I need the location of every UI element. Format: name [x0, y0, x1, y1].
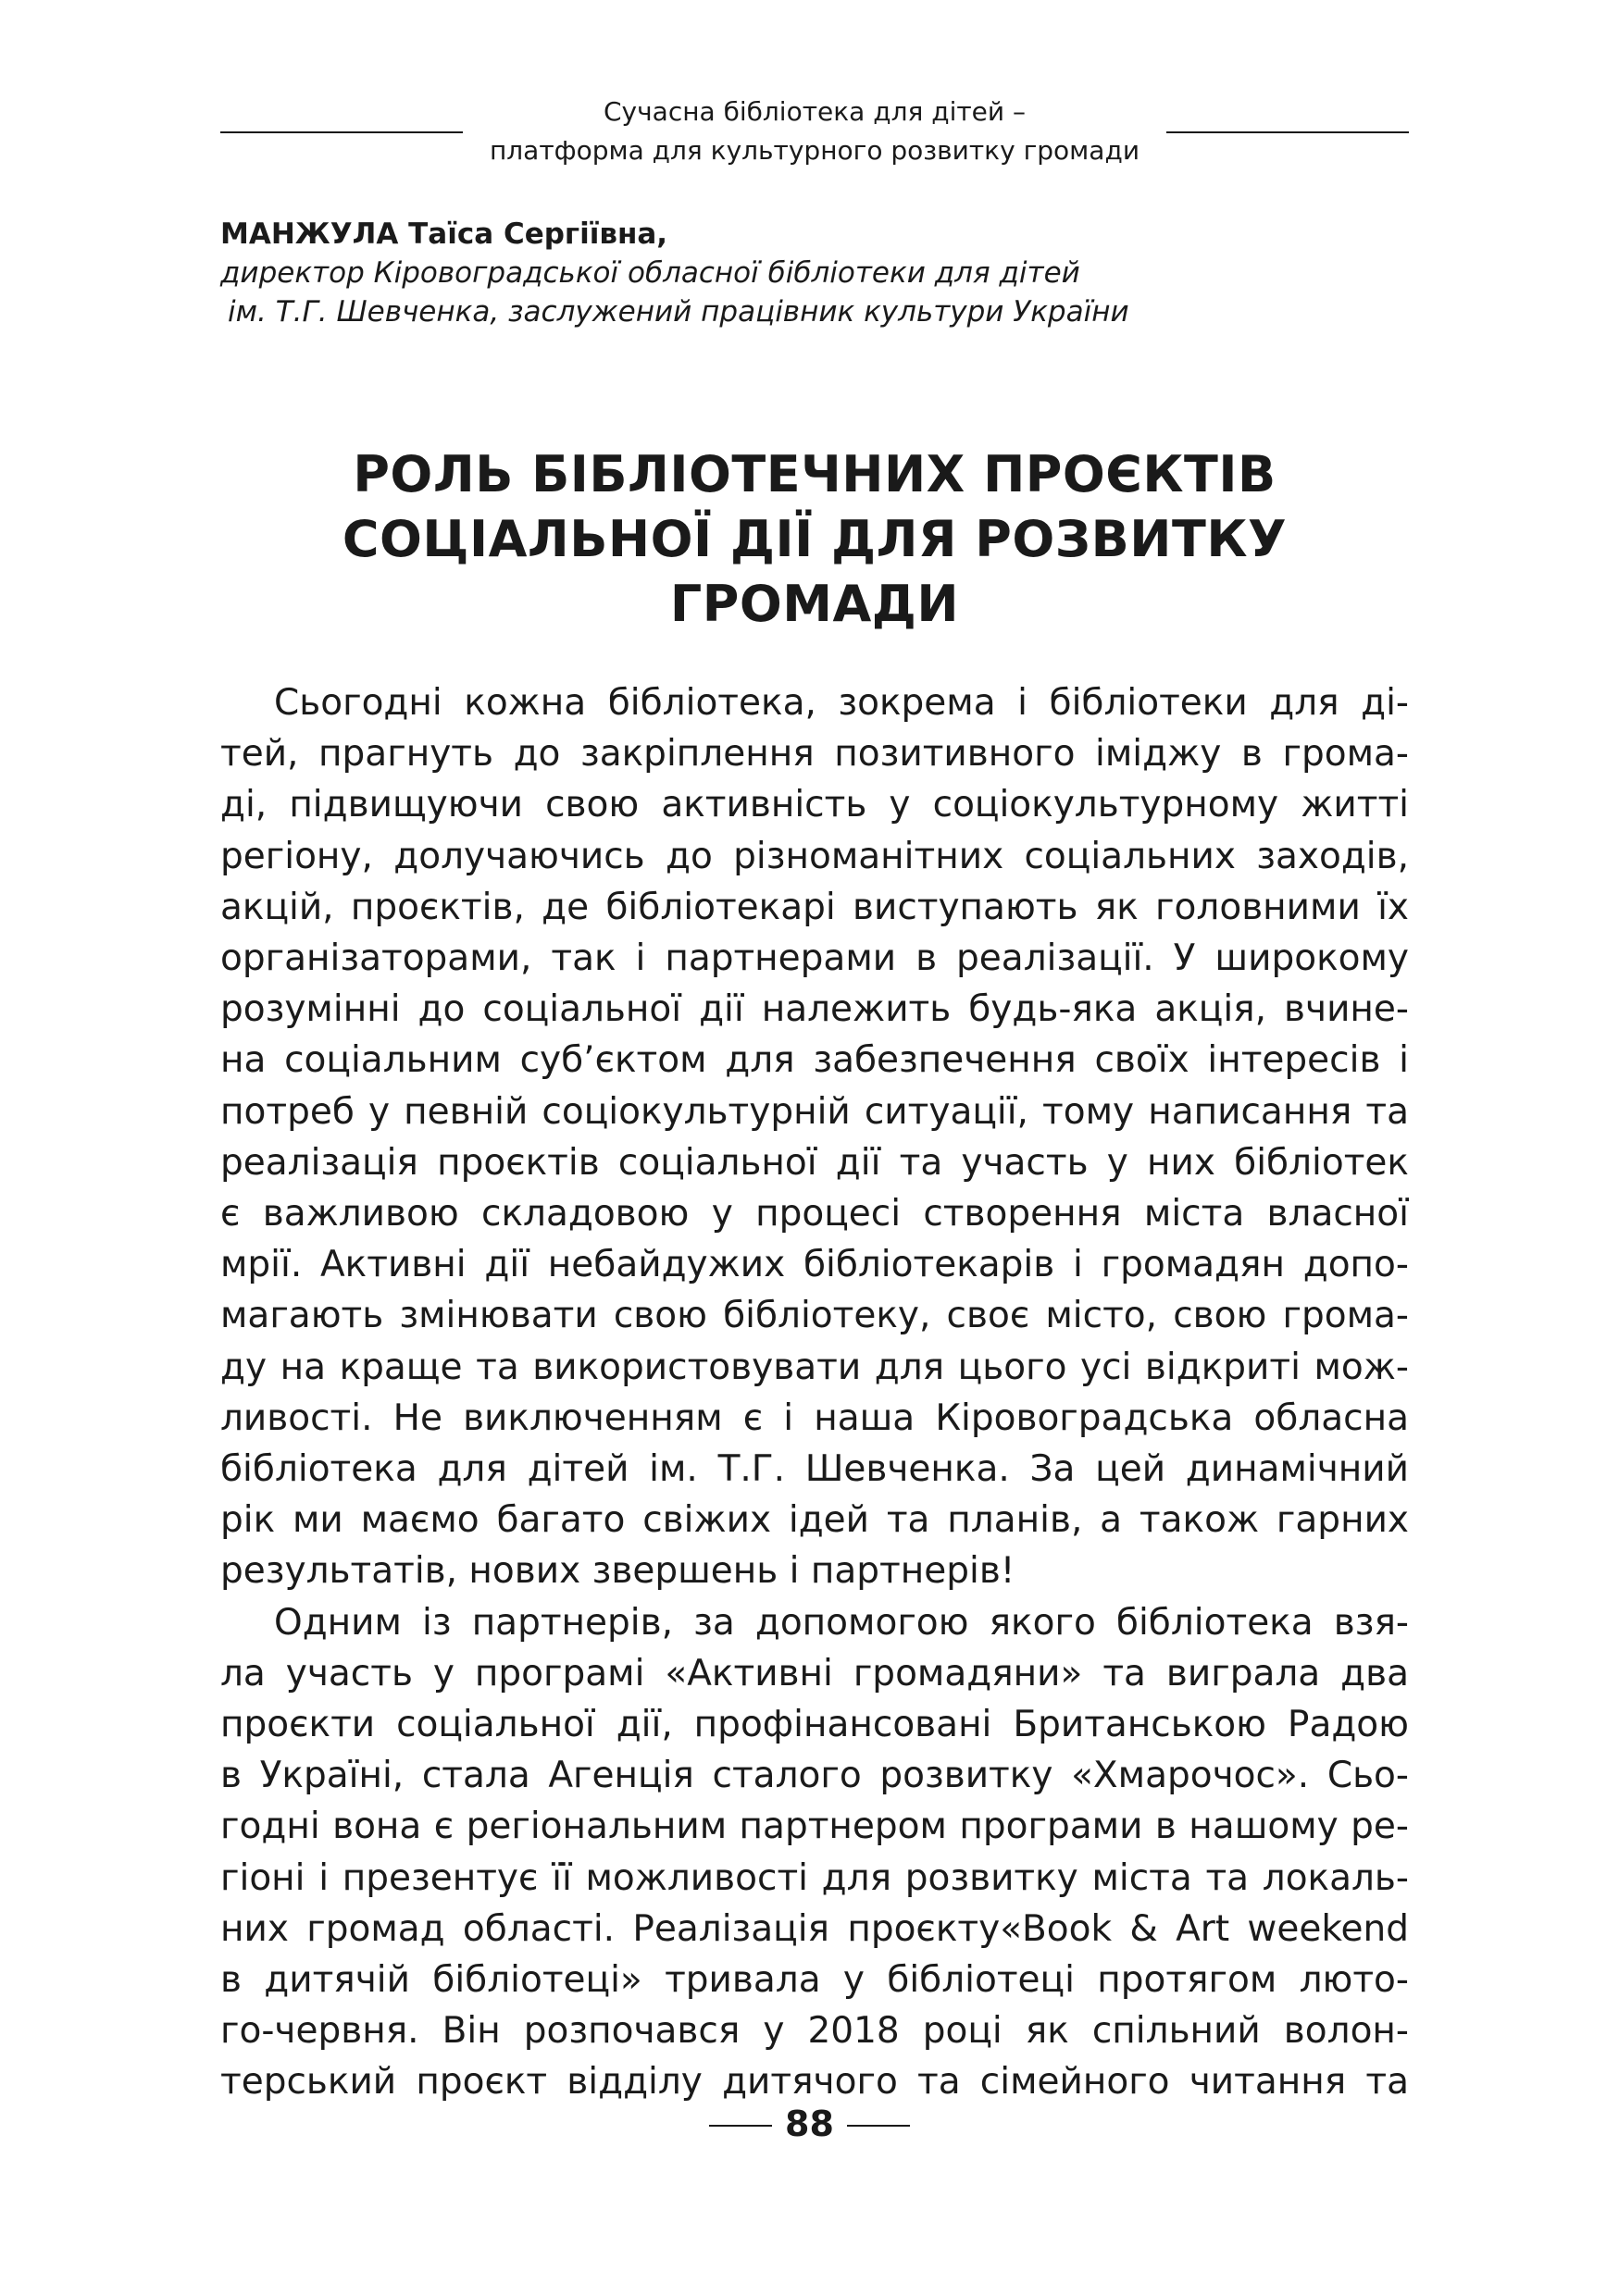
body-line: годні вона є регіональним партнером програми в нашому ре-	[220, 1806, 1409, 1848]
header-rule-right	[1166, 131, 1409, 133]
body-line: ла участь у програмі «Активні громадяни» та виграла два	[220, 1652, 1409, 1694]
author-role-line-1: директор Кіровоградської обласної бібліотеки для дітей	[220, 256, 1080, 290]
running-header-text	[463, 93, 1166, 170]
body-line: в дитячій бібліотеці» тривала у бібліотеці протягом люто-	[220, 1959, 1409, 2002]
body-line: ду на краще та використовувати для цього усі відкриті мож-	[220, 1346, 1409, 1388]
body-line: є важливою складовою у процесі створення міста власної	[220, 1193, 1409, 1235]
body-line: них громад області. Реалізація проєкту«Book & Art weekend	[220, 1907, 1409, 1950]
body-line: розумінні до соціальної дії належить будь-яка акція, вчине-	[220, 988, 1409, 1031]
body-line: організаторами, так і партнерами в реалізації. У широкому	[220, 937, 1409, 980]
body-line: терський проєкт відділу дитячого та сімейного читання та	[220, 2061, 1409, 2104]
article-title-line-3: ГРОМАДИ	[669, 575, 960, 633]
running-header-line-1: Сучасна бібліотека для дітей –	[604, 96, 1026, 127]
body-line: результатів, нових звершень і партнерів!	[220, 1550, 1015, 1593]
page-number: 88	[785, 2104, 834, 2144]
body-line: в Україні, стала Агенція сталого розвитку «Хмарочос». Сьо-	[220, 1755, 1409, 1797]
body-line: рік ми маємо багато свіжих ідей та планів, а також гарних	[220, 1499, 1409, 1542]
article-title	[220, 442, 1409, 637]
author-role-line-2: ім. Т.Г. Шевченка, заслужений працівник культури України	[228, 295, 1129, 329]
body-line: ливості. Не виключенням є і наша Кіровоградська обласна	[220, 1396, 1409, 1439]
body-line: реалізація проєктів соціальної дії та участь у них бібліотек	[220, 1141, 1409, 1184]
body-line: проєкти соціальної дії, профінансовані Британською Радою	[220, 1704, 1409, 1746]
author-name: МАНЖУЛА Таїса Сергіївна,	[220, 217, 668, 251]
header-rule-left	[220, 131, 463, 133]
article-title-line-1: РОЛЬ БІБЛІОТЕЧНИХ ПРОЄКТІВ	[353, 445, 1277, 503]
body-line: потреб у певній соціокультурній ситуації, тому написання та	[220, 1090, 1409, 1133]
author-block	[220, 215, 1414, 331]
page-footer	[0, 2101, 1619, 2147]
body-line: го-червня. Він розпочався у 2018 році як спільний волон-	[220, 2010, 1409, 2053]
body-line: акцій, проєктів, де бібліотекарі виступають як головними їх	[220, 886, 1409, 928]
body-line: на соціальним суб’єктом для забезпечення своїх інтересів і	[220, 1039, 1409, 1082]
body-line: мрії. Активні дії небайдужих бібліотекарів і громадян допо-	[220, 1244, 1409, 1286]
body-line: тей, прагнуть до закріплення позитивного іміджу в грома-	[220, 733, 1409, 776]
footer-rule-right	[847, 2125, 910, 2127]
body-line: ді, підвищуючи свою активність у соціокультурному житті	[220, 784, 1409, 826]
body-line: регіону, долучаючись до різноманітних соціальних заходів,	[220, 835, 1409, 877]
body-line: гіоні і презентує її можливості для розвитку міста та локаль-	[220, 1856, 1409, 1899]
body-line: бібліотека для дітей ім. Т.Г. Шевченка. За цей динамічний	[220, 1448, 1409, 1491]
running-header	[0, 93, 1619, 176]
article-body	[220, 677, 1409, 2108]
body-line: Сьогодні кожна бібліотека, зокрема і бібліотеки для ді-	[274, 682, 1409, 724]
running-header-line-2: платформа для культурного розвитку громади	[489, 135, 1140, 166]
body-line: Одним із партнерів, за допомогою якого бібліотека взя-	[274, 1601, 1409, 1644]
body-line: магають змінювати свою бібліотеку, своє місто, свою грома-	[220, 1295, 1409, 1337]
article-title-line-2: СОЦІАЛЬНОЇ ДІЇ ДЛЯ РОЗВИТКУ	[342, 510, 1288, 568]
footer-rule-left	[709, 2125, 772, 2127]
